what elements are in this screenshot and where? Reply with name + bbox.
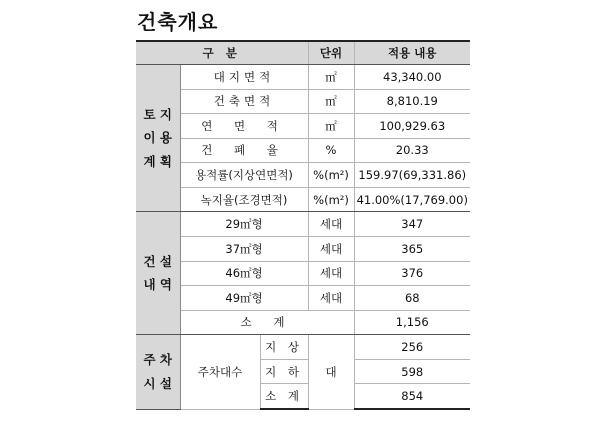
table-row [136,187,470,212]
header-category: 구 분 [136,41,308,65]
row-label: 49㎡형 [180,286,308,311]
table-row [136,310,470,335]
row-value: 100,929.63 [354,114,470,139]
row-value: 8,810.19 [354,89,470,114]
row-unit: ㎡ [308,89,354,114]
table-row [136,89,470,114]
row-value: 854 [354,384,470,409]
group-label-line: 이 용 [143,130,172,146]
table-row [136,138,470,163]
row-label: 용적률(지상연면적) [180,163,308,188]
row-unit: %(m²) [308,187,354,212]
group-label-parking [136,335,180,409]
row-unit: ㎡ [308,114,354,139]
row-label: 46㎡형 [180,261,308,286]
row-value: 1,156 [354,310,470,335]
parking-unit: 대 [308,335,354,409]
table-row [136,114,470,139]
group-label-line: 내 역 [143,277,172,293]
table-row [136,286,470,311]
row-unit: 세대 [308,286,354,311]
row-unit: % [308,138,354,163]
group-label-line: 계 획 [143,154,172,170]
group-label-construction [136,212,180,335]
row-label: 37㎡형 [180,236,308,261]
row-value: 365 [354,236,470,261]
row-value: 43,340.00 [354,65,470,90]
parking-count-label: 주차대수 [180,335,260,409]
row-value: 376 [354,261,470,286]
page-title: 건축개요 [137,10,219,34]
building-overview-table [136,40,470,410]
group-label-line: 시 설 [143,375,172,391]
table-row [136,163,470,188]
table-row [136,65,470,90]
group-label-land-use [136,65,180,212]
group-label-line: 건 설 [143,253,172,269]
header-unit: 단위 [308,41,354,65]
row-value: 20.33 [354,138,470,163]
row-label: 소 계 [260,384,308,409]
row-label: 지 상 [260,335,308,360]
row-label: 29㎡형 [180,212,308,237]
group-label-line: 토 지 [143,106,172,122]
row-label: 대지면적 [180,65,308,90]
row-label: 녹지율(조경면적) [180,187,308,212]
table-row [136,212,470,237]
table-row [136,261,470,286]
row-unit: 세대 [308,236,354,261]
row-label-subtotal: 소 계 [180,310,354,335]
row-value: 41.00%(17,769.00) [354,187,470,212]
row-value: 68 [354,286,470,311]
row-label: 지 하 [260,359,308,384]
row-value: 256 [354,335,470,360]
row-value: 598 [354,359,470,384]
header-value: 적용 내용 [354,41,470,65]
row-label: 건 폐 율 [180,138,308,163]
table-row [136,335,470,360]
table-row [136,236,470,261]
row-unit: 세대 [308,212,354,237]
row-unit: %(m²) [308,163,354,188]
row-value: 347 [354,212,470,237]
header-row [136,41,470,65]
row-label: 연 면 적 [180,114,308,139]
row-unit: 세대 [308,261,354,286]
row-label: 건축면적 [180,89,308,114]
group-label-line: 주 차 [143,352,172,368]
row-unit: ㎡ [308,65,354,90]
row-value: 159.97(69,331.86) [354,163,470,188]
